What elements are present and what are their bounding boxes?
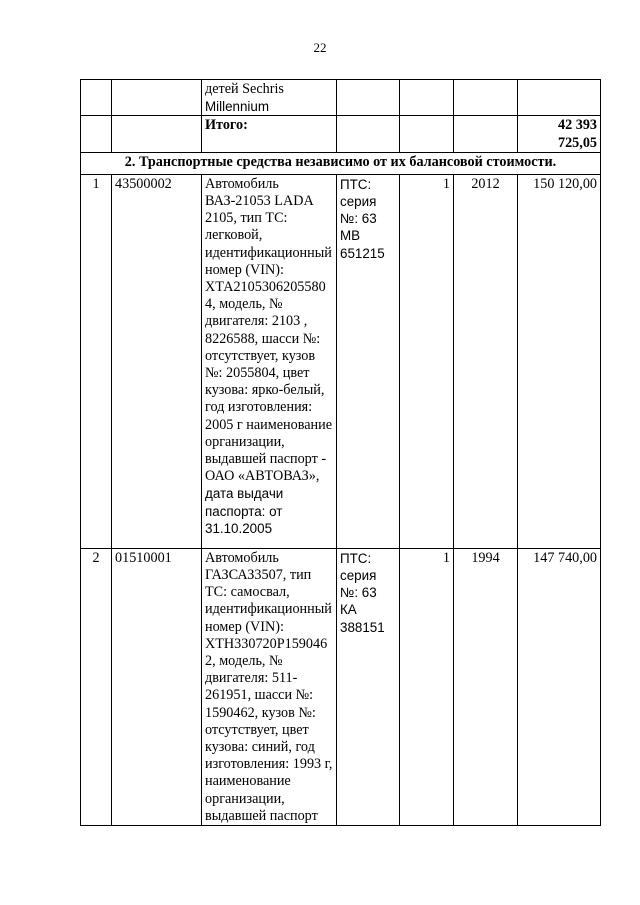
vehicle-description [202, 174, 337, 548]
cell-document [337, 116, 400, 152]
total-amount-line: 725,05 [557, 134, 597, 151]
cell-year [454, 80, 518, 116]
inventory-number: 01510001 [112, 548, 202, 825]
vehicle-value: 147 740,00 [518, 548, 601, 825]
total-amount [518, 116, 601, 152]
total-label: Итого: [202, 116, 337, 152]
cell-quantity [400, 116, 454, 152]
table-row [81, 174, 601, 548]
inventory-number: 43500002 [112, 174, 202, 548]
cell-value [518, 80, 601, 116]
cell-year [454, 116, 518, 152]
vehicle-year: 2012 [454, 174, 518, 548]
section-heading-row [81, 152, 601, 174]
vehicle-description: Автомобиль ГАЗСАЗ3507, тип ТС: самосвал, идентификационный номер (VIN): ХТН330720Р159046 2, модель, № двигателя: 511-261951, шасси №: 1590462, кузов №: отсутствует, цвет кузова: синий, год изготовления: 1993 г, наименование организации, выдавшей паспорт [202, 548, 337, 825]
vehicle-quantity: 1 [400, 548, 454, 825]
vehicle-quantity: 1 [400, 174, 454, 548]
row-index: 2 [81, 548, 112, 825]
cell-index [81, 116, 112, 152]
description-tail: дата выдачи паспорта: от 31.10.2005 [205, 486, 284, 536]
vehicle-document: ПТС: серия №: 63 КА 388151 [337, 548, 400, 825]
row-index: 1 [81, 174, 112, 548]
name-line: Millennium [205, 99, 269, 115]
cell-name [202, 80, 337, 116]
total-amount-line: 42 393 [557, 117, 597, 134]
assets-table [80, 79, 601, 826]
cell-index [81, 80, 112, 116]
table-row-total [81, 116, 601, 152]
table-row [81, 548, 601, 825]
vehicle-value: 150 120,00 [518, 174, 601, 548]
vehicle-document: ПТС: серия №: 63 МВ 651215 [337, 174, 400, 548]
cell-document [337, 80, 400, 116]
table-row-continued [81, 80, 601, 116]
description-text: Автомобиль ВАЗ-21053 LADA 2105, тип ТС: легковой, идентификационный номер (VIN): ХТА2105306205580 4, модель, № двигателя: 2103 , 8226588, шасси №: отсутствует, кузов №: 2055804, цвет кузова: ярко-белый, год изготовления: 2005 г наименование организации, выдавшей паспорт - ОАО «АВТОВАЗ», [205, 175, 333, 485]
section-title: 2. Транспортные средства независимо от их балансовой стоимости. [81, 152, 601, 174]
cell-quantity [400, 80, 454, 116]
page-number: 22 [313, 40, 327, 55]
cell-inventory [112, 80, 202, 116]
vehicle-year: 1994 [454, 548, 518, 825]
name-line: детей Sechris [205, 81, 284, 97]
cell-inventory [112, 116, 202, 152]
